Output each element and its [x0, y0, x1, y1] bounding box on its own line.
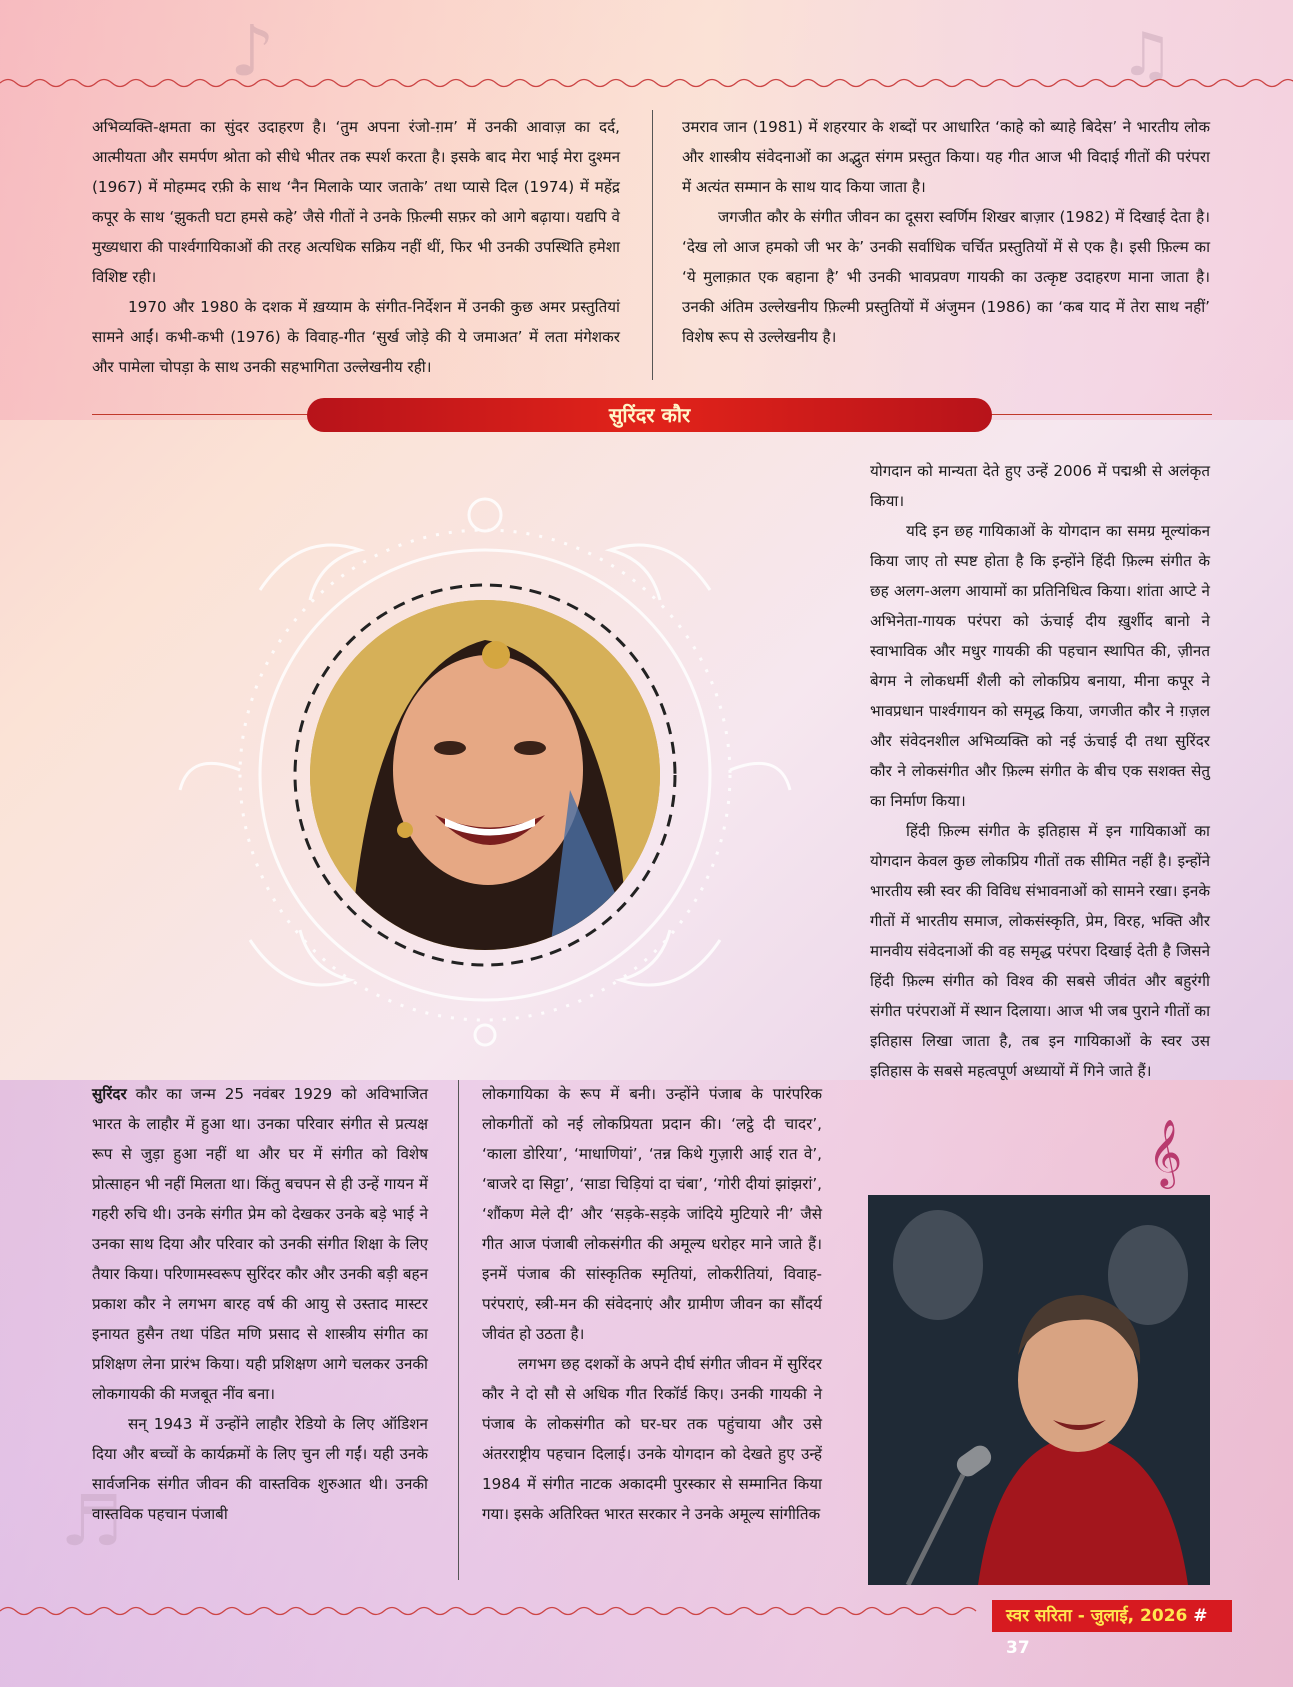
- bottom-left-column: [92, 1079, 428, 1529]
- paragraph: उमराव जान (1981) में शहरयार के शब्दों पर आधारित ‘काहे को ब्याहे बिदेस’ ने भारतीय लोक और शास्त्रीय संवेदनाओं का अद्भुत संगम प्रस्तुत किया। यह गीत आज भी विदाई गीतों की परंपरा में अत्यंत सम्मान के साथ याद किया जाता है।: [682, 118, 1210, 196]
- paragraph: 1970 और 1980 के दशक में ख़य्याम के संगीत-निर्देशन में उनकी कुछ अमर प्रस्तुतियां सामने आईं। कभी-कभी (1976) के विवाह-गीत ‘सुर्ख जोड़े की ये जमाअत’ में लता मंगेशकर और पामेला चोपड़ा के साथ उनकी सहभागिता उल्लेखनीय रही।: [92, 298, 620, 376]
- paragraph: कौर का जन्म 25 नवंबर 1929 को अविभाजित भारत के लाहौर में हुआ था। उनका परिवार संगीत से प्रत्यक्ष रूप से जुड़ा हुआ नहीं था और घर में संगीत को विशेष प्रोत्साहन भी नहीं मिलता था। किंतु बचपन से ही उन्हें गायन में गहरी रुचि थी। उनके संगीत प्रेम को देखकर उनके बड़े भाई ने उनका साथ दिया और परिवार को उनकी संगीत शिक्षा के लिए तैयार किया। परिणामस्वरूप सुरिंदर कौर और उनकी बड़ी बहन प्रकाश कौर ने लगभग बारह वर्ष की आयु से उस्ताद मास्टर इनायत हुसैन तथा पंडित मणि प्रसाद से शास्त्रीय संगीत का प्रशिक्षण लेना प्रारंभ किया। यही प्रशिक्षण आगे चलकर उनकी लोकगायकी की मजबूत नींव बना।: [92, 1085, 428, 1403]
- concert-photo: [868, 1195, 1210, 1585]
- top-left-column: [92, 112, 620, 382]
- paragraph: हिंदी फ़िल्म संगीत के इतिहास में इन गायिकाओं का योगदान केवल कुछ लोकप्रिय गीतों तक सीमित नहीं है। इन्होंने भारतीय स्त्री स्वर की विविध संभावनाओं को सामने रखा। इनके गीतों में भारतीय समाज, लोकसंस्कृति, प्रेम, विरह, भक्ति और मानवीय संवेदनाओं की वह समृद्ध परंपरा दिखाई देती है जिसने हिंदी फ़िल्म संगीत को विश्व की सबसे जीवंत और बहुरंगी संगीत परंपराओं में स्थान दिलाया। आज भी जब पुराने गीतों का इतिहास लिखा जाता है, तब इन गायिकाओं के स्वर उस इतिहास के सबसे महत्वपूर्ण अध्यायों में गिने जाते हैं।: [870, 822, 1210, 1080]
- paragraph: जगजीत कौर के संगीत जीवन का दूसरा स्वर्णिम शिखर बाज़ार (1982) में दिखाई देता है। ‘देख लो आज हमको जी भर के’ उनकी सर्वाधिक चर्चित प्रस्तुतियों में से एक है। इसी फ़िल्म का ‘ये मुलाक़ात एक बहाना है’ भी उनकी भावप्रवण गायकी का उत्कृष्ट उदाहरण माना जाता है। उनकी अंतिम उल्लेखनीय फ़िल्मी प्रस्तुतियों में अंजुमन (1986) का ‘कब याद में तेरा साथ नहीं’ विशेष रूप से उल्लेखनीय है।: [682, 208, 1210, 346]
- page-number: # 37: [1006, 1606, 1208, 1658]
- column-divider: [652, 110, 653, 380]
- music-note-icon: ♫: [1120, 20, 1174, 90]
- column-divider: [458, 1080, 459, 1580]
- top-right-column: [682, 112, 1210, 352]
- paragraph: लगभग छह दशकों के अपने दीर्घ संगीत जीवन में सुरिंदर कौर ने दो सौ से अधिक गीत रिकॉर्ड किए। उनकी गायकी ने पंजाब के लोकसंगीत को घर-घर तक पहुंचाया और उसे अंतरराष्ट्रीय पहचान दिलाई। उनके योगदान को देखते हुए उन्हें 1984 में संगीत नाटक अकादमी पुरस्कार से सम्मानित किया गया। इसके अतिरिक्त भारत सरकार ने उनके अमूल्य सांगीतिक: [482, 1355, 822, 1523]
- right-column: [870, 456, 1210, 1086]
- page-footer: [992, 1600, 1232, 1658]
- section-title: सुरिंदर कौर: [307, 398, 992, 432]
- wavy-divider-top: [0, 76, 1293, 90]
- magazine-name: स्वर सरिता - जुलाई, 2026: [1006, 1606, 1188, 1626]
- portrait-illustration: [90, 470, 850, 1050]
- paragraph: लोकगायिका के रूप में बनी। उन्होंने पंजाब के पारंपरिक लोकगीतों को नई लोकप्रियता प्रदान की। ‘लट्ठे दी चादर’, ‘काला डोरिया’, ‘माधाणियां’, ‘तन्न किथे गुज़ारी आई रात वे’, ‘बाजरे दा सिट्टा’, ‘साडा चिड़ियां दा चंबा’, ‘गोरी दीयां झांझरां’, ‘शौंकण मेले दी’ और ‘सड़के-सड़के जांदिये मुटियारे नी’ जैसे गीत आज पंजाबी लोकसंगीत की अमूल्य धरोहर माने जाते हैं। इनमें पंजाब की सांस्कृतिक स्मृतियां, लोकरीतियां, विवाह-परंपराएं, स्त्री-मन की संवेदनाएं और ग्रामीण जीवन का सौंदर्य जीवंत हो उठता है।: [482, 1085, 822, 1343]
- music-note-icon: ♪: [230, 10, 275, 92]
- paragraph: अभिव्यक्ति-क्षमता का सुंदर उदाहरण है। ‘तुम अपना रंजो-ग़म’ में उनकी आवाज़ का दर्द, आत्मीयता और समर्पण श्रोता को सीधे भीतर तक स्पर्श करता है। इसके बाद मेरा भाई मेरा दुश्मन (1967) में मोहम्मद रफ़ी के साथ ‘नैन मिलाके प्यार जताके’ तथा प्यासे दिल (1974) में महेंद्र कपूर के साथ ‘झुकती घटा हमसे कहे’ जैसे गीतों ने उनके फ़िल्मी सफ़र को आगे बढ़ाया। यद्यपि वे मुख्यधारा की पार्श्वगायिकाओं की तरह अत्यधिक सक्रिय नहीं थीं, फिर भी उनकी उपस्थिति हमेशा विशिष्ट रही।: [92, 118, 620, 286]
- portrait-photo: [310, 600, 660, 950]
- bottom-middle-column: [482, 1079, 822, 1529]
- paragraph: सन् 1943 में उन्होंने लाहौर रेडियो के लिए ऑडिशन दिया और बच्चों के कार्यक्रमों के लिए चुन ली गईं। यही उनके सार्वजनिक संगीत जीवन की वास्तविक शुरुआत थी। उनकी वास्तविक पहचान पंजाबी: [92, 1415, 428, 1523]
- paragraph: यदि इन छह गायिकाओं के योगदान का समग्र मूल्यांकन किया जाए तो स्पष्ट होता है कि इन्होंने हिंदी फ़िल्म संगीत के छह अलग-अलग आयामों का प्रतिनिधित्व किया। शांता आप्टे ने अभिनेता-गायक परंपरा को ऊंचाई दीय ख़ुर्शीद बानो ने स्वाभाविक और मधुर गायकी की पहचान स्थापित की, ज़ीनत बेगम ने लोकधर्मी शैली को लोकप्रिय बनाया, मीना कपूर ने भावप्रधान पार्श्वगायन को समृद्ध किया, जगजीत कौर ने ग़ज़ल और संवेदनशील अभिव्यक्ति को नई ऊंचाई दी तथा सुरिंदर कौर ने लोकसंगीत और फ़िल्म संगीत के बीच एक सशक्त सेतु का निर्माण किया।: [870, 522, 1210, 810]
- music-note-icon: ♬: [60, 1480, 123, 1562]
- lead-word: सुरिंदर: [92, 1085, 127, 1103]
- treble-clef-icon: 𝄞: [1148, 1118, 1183, 1186]
- paragraph: योगदान को मान्यता देते हुए उन्हें 2006 में पद्मश्री से अलंकृत किया।: [870, 462, 1210, 510]
